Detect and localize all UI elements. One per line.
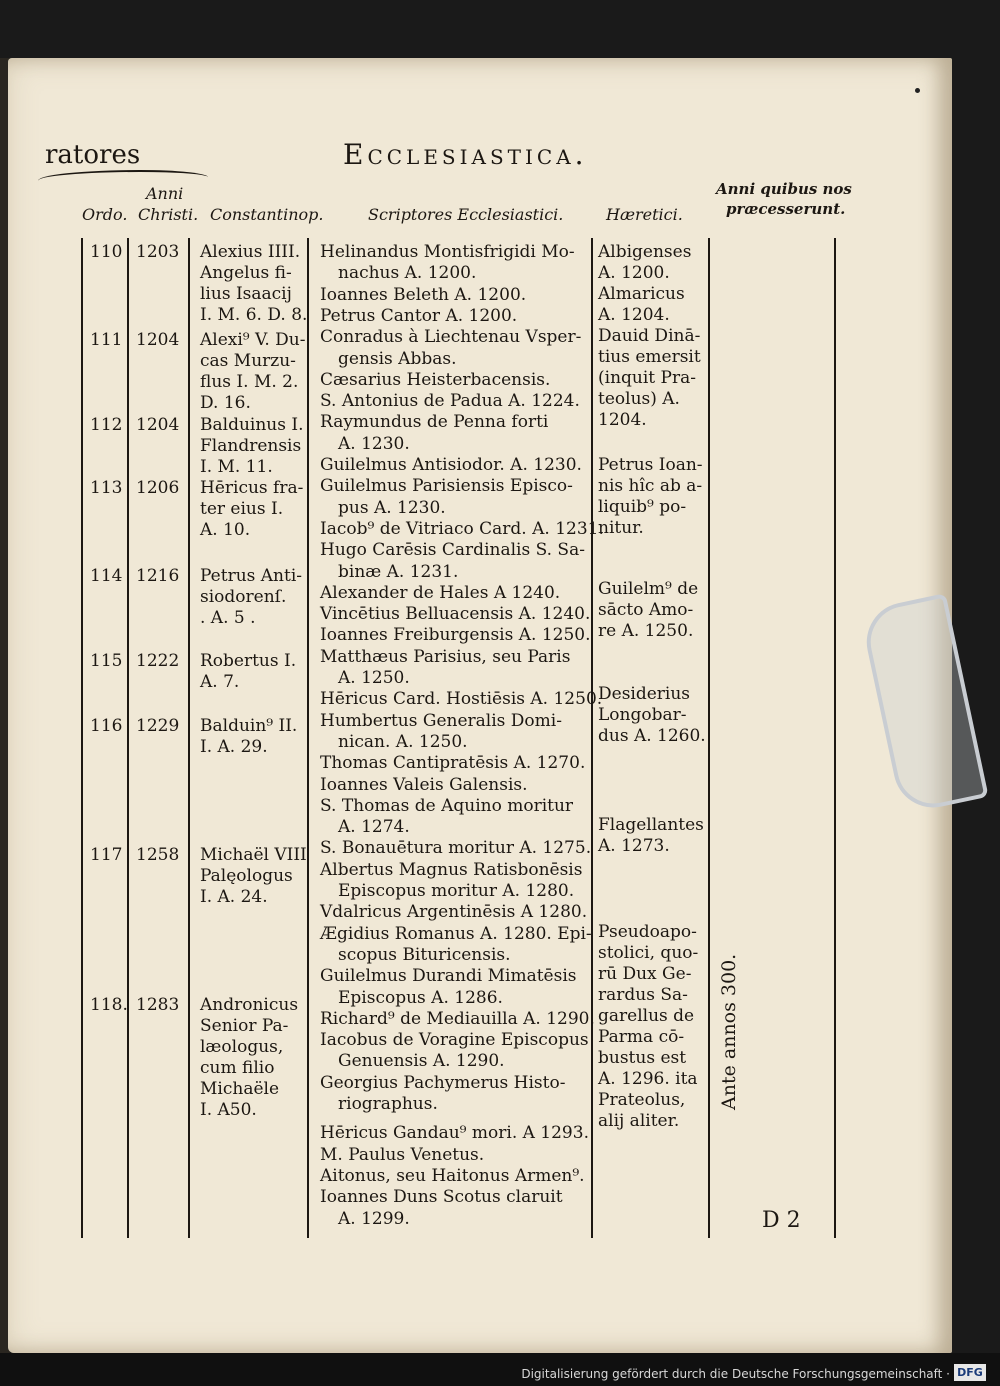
ordo-number: 118. xyxy=(90,995,128,1015)
footer-credit: Digitalisierung gefördert durch die Deutsche Forschungsgemeinschaft · xyxy=(521,1367,950,1381)
emperor-line: læologus, xyxy=(200,1037,284,1057)
haereticus-line: teolus) A. xyxy=(598,389,680,409)
haereticus-line: (inquit Pra- xyxy=(598,368,696,388)
haereticus-line: alij aliter. xyxy=(598,1111,680,1131)
header-christi: Christi. xyxy=(138,205,199,224)
haereticus-line: re A. 1250. xyxy=(598,621,694,641)
emperor-line: A. 10. xyxy=(200,520,251,540)
scriptor-line: Matthæus Parisius, seu Paris xyxy=(320,646,571,667)
header-constantinop: Constantinop. xyxy=(210,205,324,224)
anni-christi-year: 1206 xyxy=(136,478,180,498)
scriptor-line: Ioannes Beleth A. 1200. xyxy=(320,284,527,305)
emperor-line: Petrus Anti- xyxy=(200,566,303,586)
scriptor-line: S. Thomas de Aquino moritur xyxy=(320,795,574,816)
ordo-number: 114 xyxy=(90,566,123,586)
scriptor-line: Alexander de Hales A 1240. xyxy=(320,582,561,603)
emperor-line: Alexius IIII. xyxy=(200,242,301,262)
emperor-line: cas Murzu- xyxy=(200,351,296,371)
emperor-line: D. 16. xyxy=(200,393,251,413)
scriptor-line: Vincētius Belluacensis A. 1240. xyxy=(320,604,591,625)
header-anni-quibus: Anni quibus nos xyxy=(716,180,852,198)
haereticus-line: Petrus Ioan- xyxy=(598,455,703,475)
scriptor-line: Ioannes Freiburgensis A. 1250. xyxy=(320,625,591,646)
haereticus-line: garellus de xyxy=(598,1006,695,1026)
page-heading: Ecclesiastica. xyxy=(343,138,588,171)
haereticus-line: A. 1204. xyxy=(598,305,670,325)
anni-christi-year: 1204 xyxy=(136,415,180,435)
header-haeretici: Hæretici. xyxy=(606,205,683,224)
header-anni: Anni xyxy=(146,184,184,203)
rule-haeretici xyxy=(708,238,710,1238)
scriptor-line: Iacobus de Voragine Episcopus xyxy=(320,1030,589,1051)
scriptor-line: nican. A. 1250. xyxy=(338,731,468,752)
anni-christi-year: 1229 xyxy=(136,716,180,736)
haereticus-line: nitur. xyxy=(598,518,644,538)
haereticus-line: A. 1200. xyxy=(598,263,670,283)
haereticus-line: Flagellantes xyxy=(598,815,704,835)
emperor-line: I. A. 24. xyxy=(200,887,268,907)
scriptor-line: Thomas Cantipratēsis A. 1270. xyxy=(320,753,586,774)
scriptor-line: Genuensis A. 1290. xyxy=(338,1051,505,1072)
emperor-line: cum filio xyxy=(200,1058,275,1078)
haereticus-line: rū Dux Ge- xyxy=(598,964,692,984)
ordo-number: 112 xyxy=(90,415,123,435)
emperor-line: I. M. 11. xyxy=(200,457,273,477)
ordo-number: 113 xyxy=(90,478,123,498)
emperor-line: ter eius I. xyxy=(200,499,284,519)
scriptor-line: binæ A. 1231. xyxy=(338,561,459,582)
emperor-line: Flandrensis xyxy=(200,436,302,456)
scriptor-line: A. 1274. xyxy=(338,817,410,838)
haereticus-line: rardus Sa- xyxy=(598,985,688,1005)
scriptor-line: nachus A. 1200. xyxy=(338,263,477,284)
emperor-line: flus I. M. 2. xyxy=(200,372,299,392)
rule-scriptores xyxy=(591,238,593,1238)
emperor-line: Michaële xyxy=(200,1079,280,1099)
anni-christi-year: 1283 xyxy=(136,995,180,1015)
scriptor-line: Petrus Cantor A. 1200. xyxy=(320,305,518,326)
emperor-line: I. A50. xyxy=(200,1100,257,1120)
ink-dot xyxy=(915,88,920,93)
emperor-line: Alexi⁹ V. Du- xyxy=(200,330,306,350)
emperor-line: Hēricus fra- xyxy=(200,478,304,498)
scriptor-line: Georgius Pachymerus Histo- xyxy=(320,1072,566,1093)
haereticus-line: bustus est xyxy=(598,1048,687,1068)
scriptor-line: A. 1230. xyxy=(338,433,410,454)
scriptor-line: Guilelmus Antisiodor. A. 1230. xyxy=(320,455,582,475)
scriptor-line: A. 1299. xyxy=(338,1208,410,1229)
emperor-line: lius Isaacij xyxy=(200,284,292,304)
emperor-line: I. A. 29. xyxy=(200,737,268,757)
emperor-line: . A. 5 . xyxy=(200,608,256,628)
emperor-line: A. 7. xyxy=(200,672,240,692)
scriptor-line: Albertus Magnus Ratisbonēsis xyxy=(320,859,583,880)
scriptor-line: Cæsarius Heisterbacensis. xyxy=(320,369,551,390)
rule-constantinop xyxy=(307,238,309,1238)
anni-christi-year: 1222 xyxy=(136,651,180,671)
haereticus-line: Dauid Dinā- xyxy=(598,326,701,346)
haereticus-line: Longobar- xyxy=(598,705,687,725)
emperor-line: Palęologus xyxy=(200,866,293,886)
ordo-number: 110 xyxy=(90,242,123,262)
haereticus-line: Guilelm⁹ de xyxy=(598,579,699,599)
scriptor-line: gensis Abbas. xyxy=(338,348,457,369)
anni-christi-year: 1204 xyxy=(136,330,180,350)
anni-christi-year: 1203 xyxy=(136,242,180,262)
haereticus-line: Prateolus, xyxy=(598,1090,686,1110)
ordo-number: 117 xyxy=(90,845,123,865)
haereticus-line: tius emersit xyxy=(598,347,701,367)
scriptor-line: Raymundus de Penna forti xyxy=(320,412,549,433)
anni-christi-year: 1258 xyxy=(136,845,180,865)
emperor-line: Balduin⁹ II. xyxy=(200,716,298,736)
haereticus-line: sācto Amo- xyxy=(598,600,694,620)
scriptor-line: Guilelmus Parisiensis Episco- xyxy=(320,476,573,497)
scriptor-line: Vdalricus Argentinēsis A 1280. xyxy=(320,902,588,923)
header-praecesserunt: præcesserunt. xyxy=(726,200,846,218)
scriptor-line: Hugo Carēsis Cardinalis S. Sa- xyxy=(320,540,585,561)
haereticus-line: stolici, quo- xyxy=(598,943,699,963)
haereticus-line: 1204. xyxy=(598,410,647,430)
header-scriptores: Scriptores Ecclesiastici. xyxy=(368,205,564,224)
haereticus-line: Albigenses xyxy=(598,242,692,262)
dfg-logo: DFG xyxy=(954,1364,986,1381)
ordo-number: 115 xyxy=(90,651,123,671)
rule-anni xyxy=(188,238,190,1238)
scriptor-line: Humbertus Generalis Domi- xyxy=(320,710,562,731)
scriptor-line: Helinandus Montisfrigidi Mo- xyxy=(320,242,575,262)
scriptor-line: A. 1250. xyxy=(338,668,410,688)
scriptor-line: pus A. 1230. xyxy=(338,497,446,518)
emperor-line: Andronicus xyxy=(200,995,299,1015)
emperor-line: siodorenſ. xyxy=(200,587,287,607)
running-head: ratores xyxy=(45,140,141,170)
rule-left xyxy=(81,238,83,1238)
header-ordo: Ordo. xyxy=(82,205,128,224)
scriptor-line: Conradus à Liechtenau Vsper- xyxy=(320,327,582,348)
anni-note: Ante annos 300. xyxy=(718,953,740,1110)
scriptor-line: riographus. xyxy=(338,1094,438,1114)
rule-right xyxy=(834,238,836,1238)
scriptor-line: Aitonus, seu Haitonus Armen⁹. xyxy=(320,1165,585,1186)
scriptor-line: Hēricus Gandau⁹ mori. A 1293. xyxy=(320,1123,589,1144)
emperor-line: Senior Pa- xyxy=(200,1016,289,1036)
scriptor-line: Richard⁹ de Mediauilla A. 1290. xyxy=(320,1008,595,1029)
scriptor-line: Ioannes Duns Scotus claruit xyxy=(320,1187,563,1208)
scriptor-line: Episcopus moritur A. 1280. xyxy=(338,881,575,901)
emperor-line: Robertus I. xyxy=(200,651,297,671)
signature-mark: D 2 xyxy=(762,1208,801,1233)
haereticus-line: Pseudoapo- xyxy=(598,922,697,942)
haereticus-line: A. 1273. xyxy=(598,836,670,856)
scriptor-line: M. Paulus Venetus. xyxy=(320,1144,485,1165)
haereticus-line: nis hîc ab a- xyxy=(598,476,703,496)
ordo-number: 116 xyxy=(90,716,123,736)
scriptor-line: Hēricus Card. Hostiēsis A. 1250. xyxy=(320,689,603,710)
scriptor-line: S. Antonius de Padua A. 1224. xyxy=(320,391,580,412)
haereticus-line: Desiderius xyxy=(598,684,691,704)
emperor-line: I. M. 6. D. 8. xyxy=(200,305,308,325)
haereticus-line: dus A. 1260. xyxy=(598,726,706,746)
scriptor-line: Episcopus A. 1286. xyxy=(338,987,503,1008)
scriptor-line: Iacob⁹ de Vitriaco Card. A. 1231. xyxy=(320,518,604,539)
haereticus-line: liquib⁹ po- xyxy=(598,497,687,517)
anni-christi-year: 1216 xyxy=(136,566,180,586)
scriptor-line: Ioannes Valeis Galensis. xyxy=(320,774,528,795)
rule-ordo xyxy=(127,238,129,1238)
scriptor-line: Ægidius Romanus A. 1280. Epi- xyxy=(320,923,592,944)
haereticus-line: A. 1296. ita xyxy=(598,1069,698,1089)
scriptor-line: S. Bonauētura moritur A. 1275. xyxy=(320,838,592,859)
emperor-line: Balduinus I. xyxy=(200,415,304,435)
ordo-number: 111 xyxy=(90,330,123,350)
scriptor-line: Guilelmus Durandi Mimatēsis xyxy=(320,966,577,987)
emperor-line: Angelus fi- xyxy=(200,263,292,283)
haereticus-line: Parma cō- xyxy=(598,1027,685,1047)
emperor-line: Michaël VIII xyxy=(200,845,307,865)
haereticus-line: Almaricus xyxy=(598,284,685,304)
scriptor-line: scopus Bituricensis. xyxy=(338,944,511,965)
